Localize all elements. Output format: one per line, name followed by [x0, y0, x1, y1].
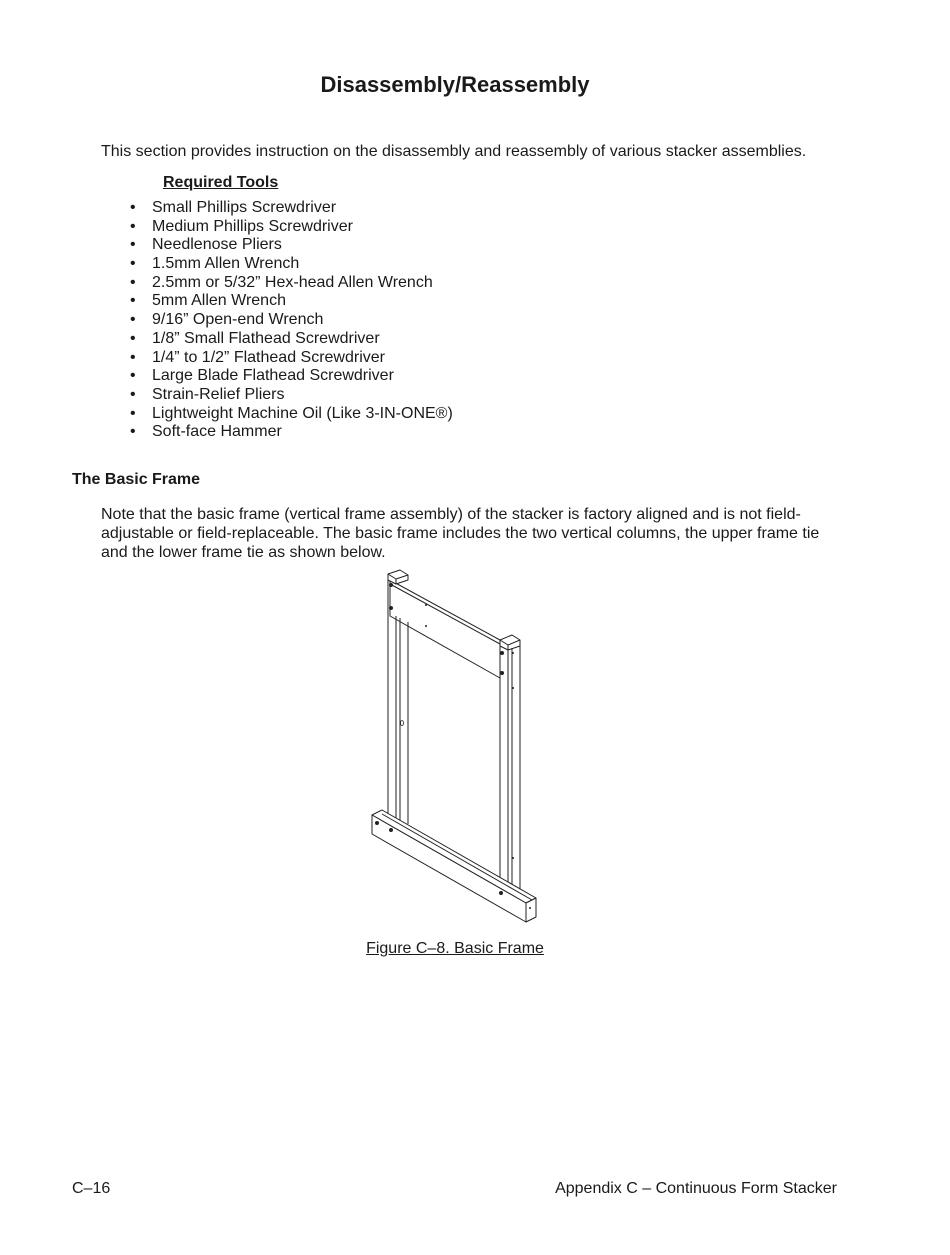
basic-frame-illustration — [360, 568, 545, 928]
lower-frame-tie — [372, 810, 536, 922]
page-number: C–16 — [72, 1180, 111, 1197]
tool-label: 1.5mm Allen Wrench — [152, 255, 300, 273]
bullet-icon: • — [130, 273, 136, 291]
list-item — [130, 274, 453, 293]
tool-label: Needlenose Pliers — [152, 236, 282, 254]
tool-label: Medium Phillips Screwdriver — [152, 217, 353, 235]
basic-frame-note: Note that the basic frame (vertical frame assembly) of the stacker is factory aligned and is not field-adjustable or field-replaceable. The basic frame includes the two vertical columns, the upper frame tie and the lower frame tie as shown below. — [101, 506, 820, 561]
bullet-icon: • — [130, 292, 136, 310]
upper-frame-tie — [390, 580, 500, 678]
basic-frame-heading: The Basic Frame — [72, 471, 201, 488]
list-item — [130, 236, 453, 255]
tool-label: Strain-Relief Pliers — [152, 385, 285, 403]
tool-label: 9/16” Open-end Wrench — [152, 311, 324, 329]
list-item — [130, 218, 453, 237]
tool-label: 2.5mm or 5/32” Hex-head Allen Wrench — [152, 273, 433, 291]
list-item — [130, 292, 453, 311]
page-title: Disassembly/Reassembly — [320, 72, 590, 97]
bullet-icon: • — [130, 367, 136, 385]
tool-label: Large Blade Flathead Screwdriver — [152, 367, 394, 385]
list-item — [130, 330, 453, 349]
tool-label: Small Phillips Screwdriver — [152, 199, 337, 216]
intro-paragraph: This section provides instruction on the disassembly and reassembly of various stacker assemblies. — [101, 143, 807, 160]
list-item — [130, 367, 453, 386]
list-item — [130, 199, 453, 218]
list-item — [130, 423, 453, 442]
list-item — [130, 405, 453, 424]
figure-caption: Figure C–8. Basic Frame — [366, 940, 544, 957]
bullet-icon: • — [130, 385, 136, 403]
tool-label: Lightweight Machine Oil (Like 3-IN-ONE®) — [152, 404, 453, 422]
required-tools-heading: Required Tools — [163, 174, 279, 191]
list-item — [130, 349, 453, 368]
required-tools-list — [130, 199, 453, 442]
tool-label: 5mm Allen Wrench — [152, 292, 286, 310]
bullet-icon: • — [130, 348, 136, 366]
list-item — [130, 311, 453, 330]
tool-label: 1/4” to 1/2” Flathead Screwdriver — [152, 348, 385, 366]
bullet-icon: • — [130, 217, 136, 235]
bullet-icon: • — [130, 199, 136, 216]
list-item — [130, 386, 453, 405]
bullet-icon: • — [130, 404, 136, 422]
tool-label: 1/8” Small Flathead Screwdriver — [152, 329, 380, 347]
list-item — [130, 255, 453, 274]
bullet-icon: • — [130, 255, 136, 273]
footer-chapter-title: Appendix C – Continuous Form Stacker — [555, 1180, 837, 1197]
bullet-icon: • — [130, 423, 136, 441]
bullet-icon: • — [130, 236, 136, 254]
bullet-icon: • — [130, 311, 136, 329]
tool-label: Soft-face Hammer — [152, 423, 282, 441]
bullet-icon: • — [130, 329, 136, 347]
